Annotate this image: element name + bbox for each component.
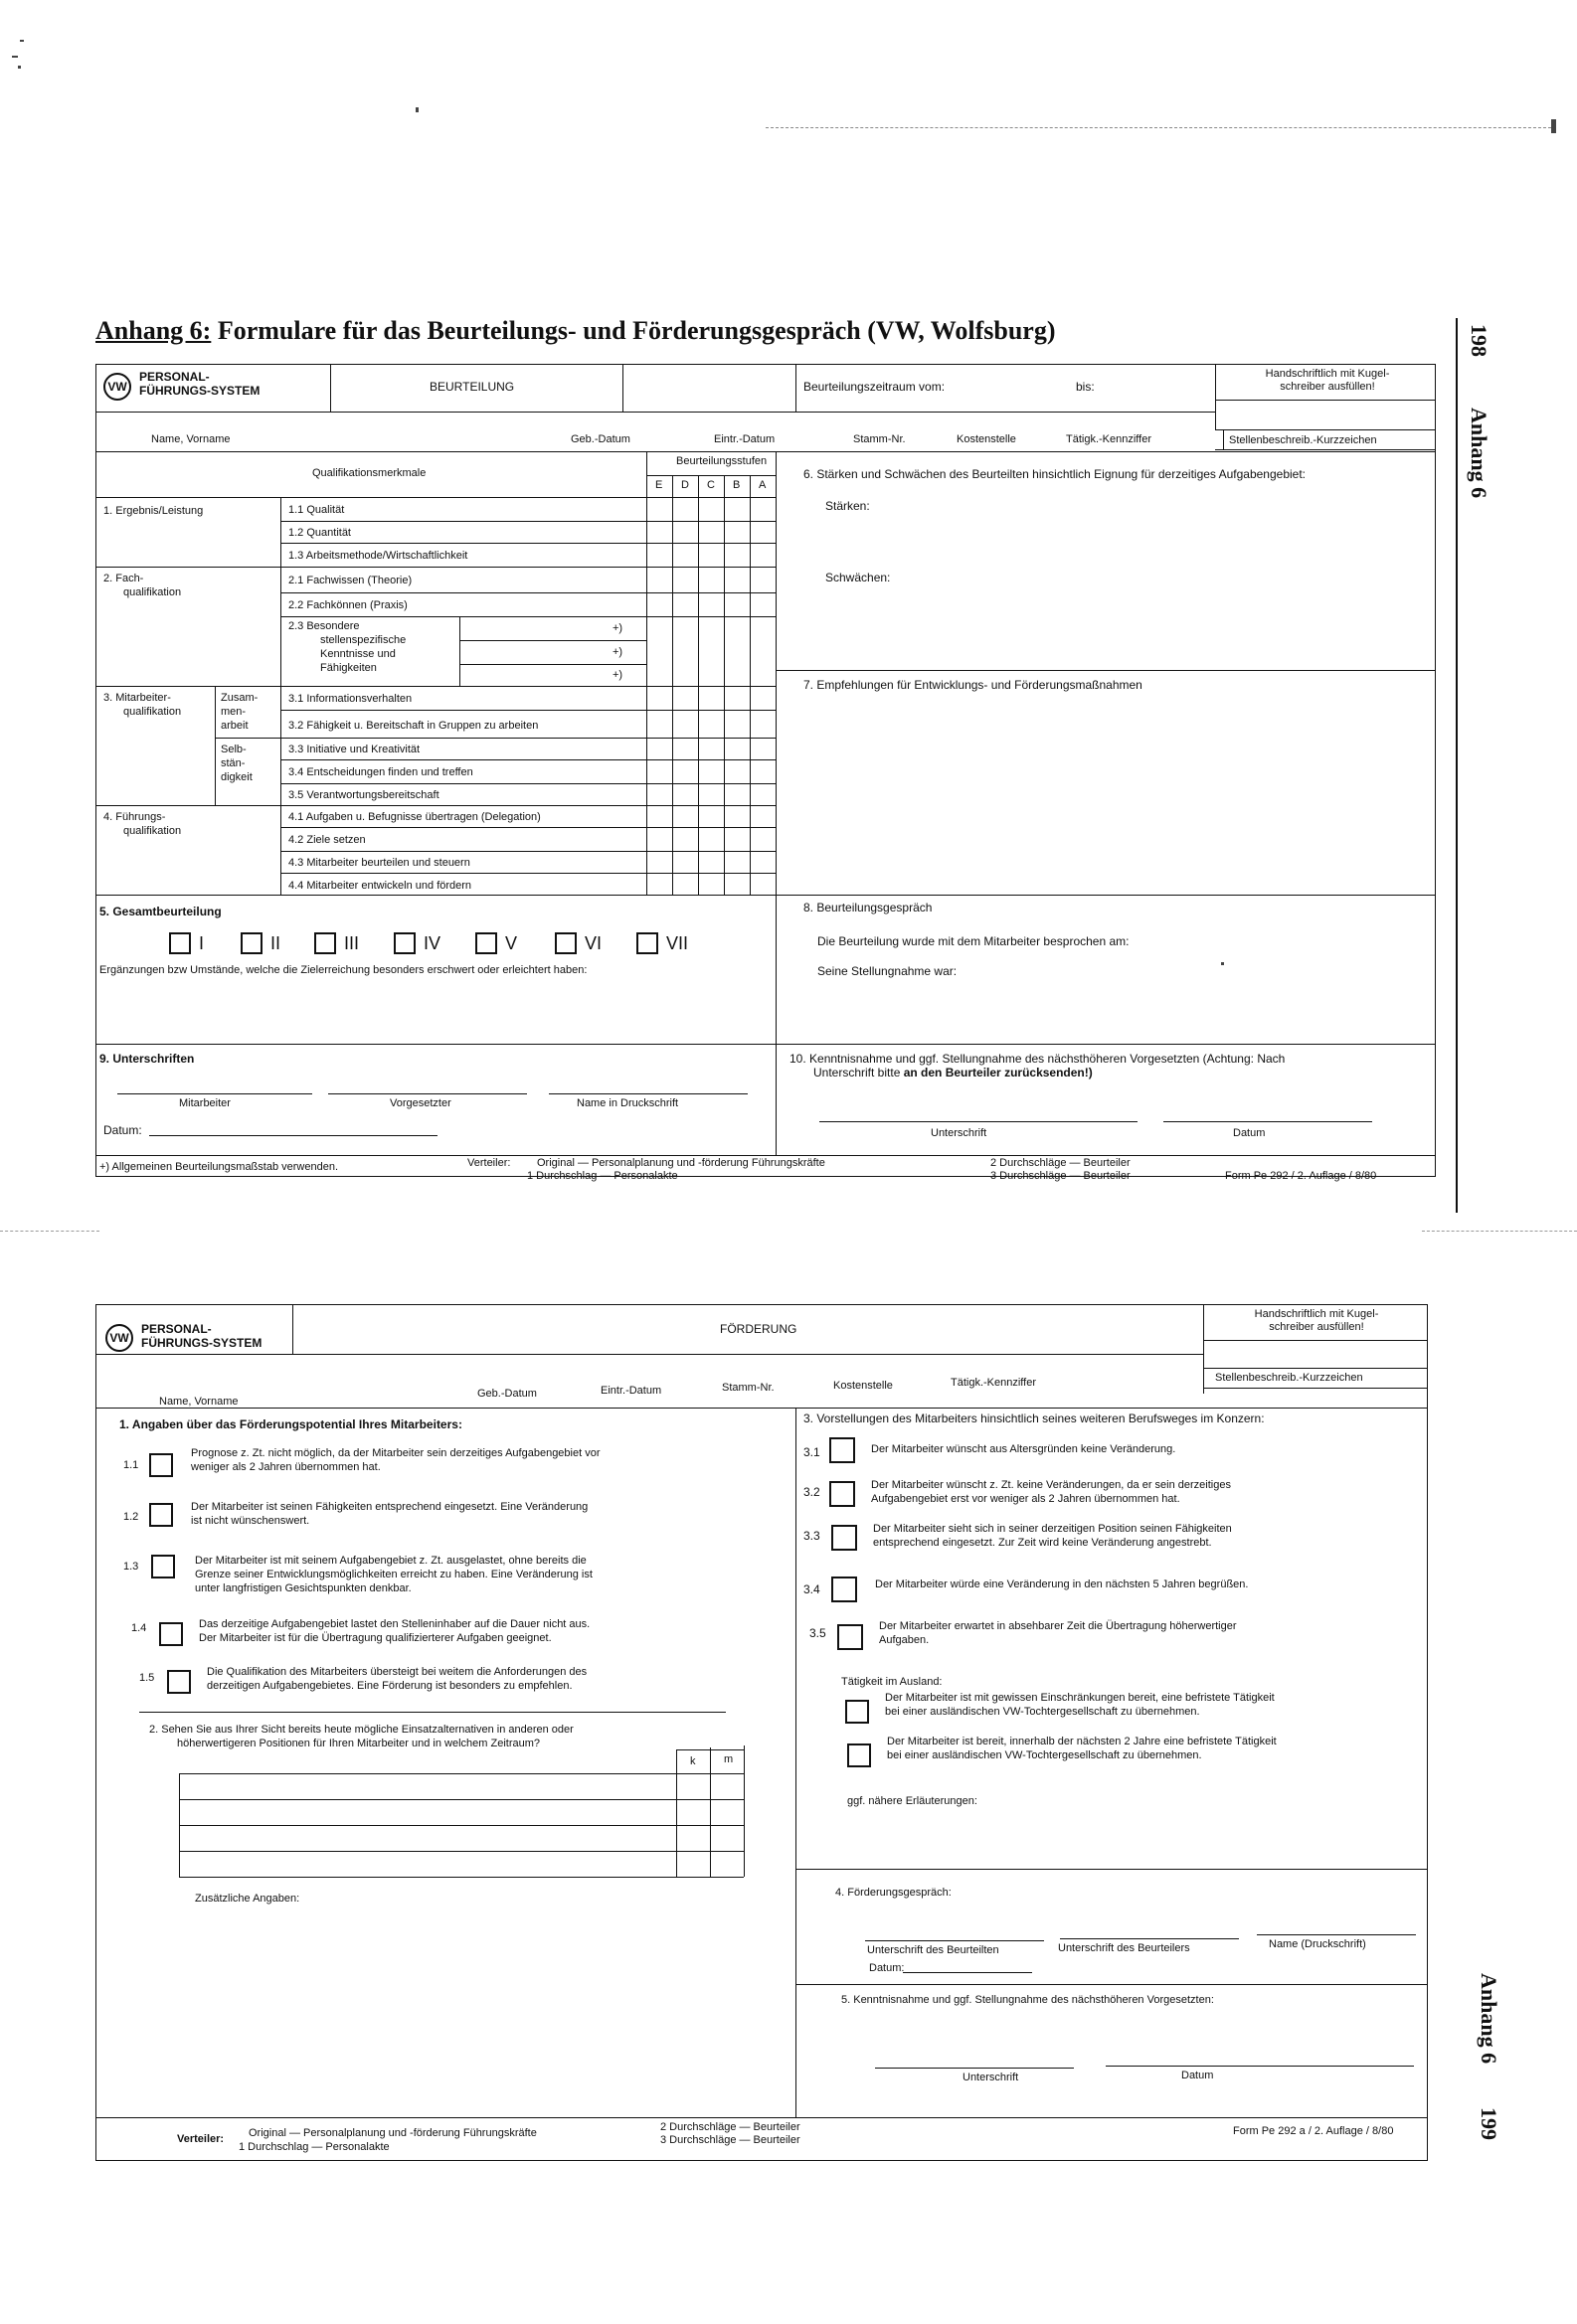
item-2-3-line2: stellenspezifische	[320, 634, 407, 646]
weaknesses-label[interactable]: Schwächen:	[825, 571, 891, 584]
org-name-2-line2: FÜHRUNGS-SYSTEM	[141, 1336, 263, 1350]
distribution-original: Original — Personalplanung und -förderung Führungskräfte	[537, 1157, 825, 1169]
distribution-copy1: 1 Durchschlag — Personalakte	[527, 1170, 678, 1182]
cat-mitarbeiter-2: qualifikation	[123, 706, 182, 718]
strengths-label[interactable]: Stärken:	[825, 499, 870, 513]
v34-checkbox[interactable]	[831, 1577, 857, 1602]
field-2-cost-center[interactable]: Kostenstelle	[833, 1380, 893, 1392]
f2-distribution-label: Verteiler:	[177, 2133, 225, 2145]
sub-selbstaendigkeit-1: Selb-	[221, 744, 247, 755]
f2-distribution-copy1: 1 Durchschlag — Personalakte	[239, 2141, 390, 2153]
sub-zusammenarbeit-3: arbeit	[221, 720, 249, 732]
additional-info-label[interactable]: Zusätzliche Angaben:	[195, 1893, 300, 1905]
item-1-3: 1.3 Arbeitsmethode/Wirtschaftlichkeit	[288, 550, 468, 562]
discussed-on-label[interactable]: Die Beurteilung wurde mit dem Mitarbeiter besprochen am:	[817, 934, 1130, 948]
distribution-copy3: 3 Durchschläge — Beurteiler	[990, 1170, 1131, 1182]
statement-label[interactable]: Seine Stellungnahme war:	[817, 964, 958, 978]
abroad-1-text-1: Der Mitarbeiter ist mit gewissen Einschränkungen bereit, eine befristete Tätigkeit	[885, 1692, 1275, 1704]
abroad-label: Tätigkeit im Ausland:	[841, 1676, 943, 1688]
grade-checkbox-6[interactable]	[555, 932, 577, 954]
sig-beurteilten[interactable]: Unterschrift des Beurteilten	[867, 1944, 999, 1956]
sig-supervisor[interactable]: Vorgesetzter	[390, 1097, 451, 1109]
vw-logo-2: VW	[105, 1324, 133, 1352]
form-title: BEURTEILUNG	[430, 380, 515, 394]
cat-mitarbeiter-1: 3. Mitarbeiter-	[103, 692, 171, 704]
abroad-2-checkbox[interactable]	[847, 1743, 871, 1767]
item-3-3: 3.3 Initiative und Kreativität	[288, 744, 421, 755]
section-6-title: 6. Stärken und Schwächen des Beurteilten hinsichtlich Eignung für derzeitiges Aufgabengebiet:	[803, 467, 1306, 481]
grade-checkbox-2[interactable]	[241, 932, 263, 954]
handwrite-note-line1: Handschriftlich mit Kugel-	[1265, 368, 1390, 380]
p15-num: 1.5	[139, 1672, 155, 1684]
p13-text-2: Grenze seiner Entwicklungsmöglichkeiten erreicht zu haben. Eine Veränderung ist	[195, 1569, 593, 1580]
footnote-plus: +) Allgemeinen Beurteilungsmaßstab verwenden.	[99, 1161, 338, 1173]
period-to-label[interactable]: bis:	[1076, 380, 1095, 394]
p11-checkbox[interactable]	[149, 1453, 173, 1477]
v35-num: 3.5	[809, 1626, 826, 1640]
section-9-title: 9. Unterschriften	[99, 1052, 195, 1066]
item-2-3-line1: 2.3 Besondere	[288, 620, 360, 632]
grade-checkbox-5[interactable]	[475, 932, 497, 954]
cat-fuehrung-2: qualifikation	[123, 825, 182, 837]
f2-section-5-title: 5. Kenntnisnahme und ggf. Stellungnahme des nächsthöheren Vorgesetzten:	[841, 1994, 1214, 2006]
p14-text-2: Der Mitarbeiter ist für die Übertragung qualifizierterer Aufgaben geeignet.	[199, 1632, 552, 1644]
distribution-copy2: 2 Durchschläge — Beurteiler	[990, 1157, 1131, 1169]
section-10-line1: 10. Kenntnisnahme und ggf. Stellungnahme des nächsthöheren Vorgesetzten (Achtung: Nach	[789, 1052, 1286, 1066]
section-8-title: 8. Beurteilungsgespräch	[803, 901, 933, 914]
sub-selbstaendigkeit-3: digkeit	[221, 771, 253, 783]
grade-checkbox-4[interactable]	[394, 932, 416, 954]
field-2-birthdate[interactable]: Geb.-Datum	[477, 1388, 537, 1400]
level-a: A	[759, 479, 767, 491]
page-title-rest: Formulare für das Beurteilungs- und Förderungsgespräch (VW, Wolfsburg)	[217, 316, 1056, 345]
v32-text-1: Der Mitarbeiter wünscht z. Zt. keine Veränderungen, da er sein derzeitiges	[871, 1479, 1231, 1491]
grade-checkbox-3[interactable]	[314, 932, 336, 954]
cat-fach-2: qualifikation	[123, 586, 182, 598]
p14-num: 1.4	[131, 1622, 147, 1634]
item-2-3-line3: Kenntnisse und	[320, 648, 396, 660]
sub-selbstaendigkeit-2: stän-	[221, 757, 246, 769]
f2-distribution-copy3: 3 Durchschläge — Beurteiler	[660, 2134, 800, 2146]
v32-checkbox[interactable]	[829, 1481, 855, 1507]
grade-label-3: III	[344, 933, 360, 953]
p13-text-1: Der Mitarbeiter ist mit seinem Aufgabengebiet z. Zt. ausgelastet, ohne bereits die	[195, 1555, 587, 1567]
page-number-top: 198	[1467, 324, 1491, 357]
v33-text-1: Der Mitarbeiter sieht sich in seiner derzeitigen Position seinen Fähigkeiten	[873, 1523, 1232, 1535]
handwrite-note-2	[1211, 1308, 1422, 1334]
field-activity-code[interactable]: Tätigk.-Kennziffer	[1066, 433, 1152, 445]
sig-name-druck[interactable]: Name (Druckschrift)	[1269, 1938, 1366, 1950]
f2-section-2-line1: 2. Sehen Sie aus Ihrer Sicht bereits heute mögliche Einsatzalternativen in anderen oder	[149, 1724, 574, 1736]
abroad-1-text-2: bei einer ausländischen VW-Tochtergesellschaft zu übernehmen.	[885, 1706, 1200, 1718]
handwrite-note-2-line1: Handschriftlich mit Kugel-	[1254, 1308, 1379, 1320]
page-title-prefix: Anhang 6:	[95, 316, 212, 345]
field-2-name[interactable]: Name, Vorname	[159, 1396, 239, 1408]
v31-num: 3.1	[803, 1445, 820, 1459]
cat-fuehrung-1: 4. Führungs-	[103, 811, 166, 823]
sig-unterschrift[interactable]: Unterschrift	[931, 1127, 987, 1139]
v33-text-2: entsprechend eingesetzt. Zur Zeit wird keine Veränderung angestrebt.	[873, 1537, 1212, 1549]
p13-checkbox[interactable]	[151, 1555, 175, 1578]
section-10-line2	[813, 1066, 1093, 1079]
form-2-title: FÖRDERUNG	[720, 1322, 797, 1336]
sig-datum[interactable]: Datum	[1233, 1127, 1266, 1139]
f2-distribution-copy2: 2 Durchschläge — Beurteiler	[660, 2121, 800, 2133]
p12-text-1: Der Mitarbeiter ist seinen Fähigkeiten entsprechend eingesetzt. Eine Veränderung	[191, 1501, 589, 1513]
field-entry-date[interactable]: Eintr.-Datum	[714, 433, 776, 445]
level-d: D	[681, 479, 689, 491]
item-1-1: 1.1 Qualität	[288, 504, 345, 516]
p14-text-1: Das derzeitige Aufgabengebiet lastet den Stelleninhaber auf die Dauer nicht aus.	[199, 1618, 591, 1630]
p15-checkbox[interactable]	[167, 1670, 191, 1694]
col-k: k	[690, 1755, 696, 1767]
item-2-3-line4: Fähigkeiten	[320, 662, 377, 674]
distribution-label: Verteiler:	[467, 1157, 511, 1169]
cat-fach-1: 2. Fach-	[103, 573, 144, 584]
p14-checkbox[interactable]	[159, 1622, 183, 1646]
v33-num: 3.3	[803, 1529, 820, 1543]
sub-zusammenarbeit-1: Zusam-	[221, 692, 259, 704]
sig-employee[interactable]: Mitarbeiter	[179, 1097, 231, 1109]
item-3-5: 3.5 Verantwortungsbereitschaft	[288, 789, 439, 801]
section-10-line2-a: Unterschrift bitte	[813, 1066, 904, 1079]
item-1-2: 1.2 Quantität	[288, 527, 351, 539]
grade-checkbox-1[interactable]	[169, 932, 191, 954]
field-job-description-code[interactable]: Stellenbeschreib.-Kurzzeichen	[1229, 434, 1377, 446]
field-staff-number[interactable]: Stamm-Nr.	[853, 433, 906, 445]
p11-text-2: weniger als 2 Jahren übernommen hat.	[191, 1461, 381, 1473]
level-c: C	[707, 479, 715, 491]
f2-section-4-title: 4. Förderungsgespräch:	[835, 1887, 952, 1899]
v35-text-2: Aufgaben.	[879, 1634, 930, 1646]
field-cost-center[interactable]: Kostenstelle	[957, 433, 1016, 445]
level-b: B	[733, 479, 741, 491]
item-3-1: 3.1 Informationsverhalten	[288, 693, 413, 705]
grade-label-4: IV	[424, 933, 441, 953]
f2-date-label[interactable]: Datum:	[869, 1962, 905, 1974]
abroad-2-text-1: Der Mitarbeiter ist bereit, innerhalb der nächsten 2 Jahre eine befristete Tätigkeit	[887, 1736, 1277, 1747]
v31-text: Der Mitarbeiter wünscht aus Altersgründen keine Veränderung.	[871, 1443, 1176, 1455]
v34-text: Der Mitarbeiter würde eine Veränderung in den nächsten 5 Jahren begrüßen.	[875, 1578, 1249, 1590]
sub-zusammenarbeit-2: men-	[221, 706, 247, 718]
field-birthdate[interactable]: Geb.-Datum	[571, 433, 630, 445]
v34-num: 3.4	[803, 1582, 820, 1596]
grade-checkbox-7[interactable]	[636, 932, 658, 954]
period-from-label[interactable]: Beurteilungszeitraum vom:	[803, 380, 946, 394]
abroad-1-checkbox[interactable]	[845, 1700, 869, 1724]
p15-text-1: Die Qualifikation des Mitarbeiters übersteigt bei weitem die Anforderungen des	[207, 1666, 588, 1678]
v31-checkbox[interactable]	[829, 1437, 855, 1463]
p12-num: 1.2	[123, 1511, 139, 1523]
v32-num: 3.2	[803, 1485, 820, 1499]
v35-text-1: Der Mitarbeiter erwartet in absehbarer Zeit die Übertragung höherwertiger	[879, 1620, 1237, 1632]
sig-name-print[interactable]: Name in Druckschrift	[577, 1097, 679, 1109]
f2-form-number: Form Pe 292 a / 2. Auflage / 8/80	[1233, 2125, 1394, 2137]
grade-label-7: VII	[666, 933, 689, 953]
field-2-activity-code[interactable]: Tätigk.-Kennziffer	[951, 1377, 1037, 1389]
p11-text-1: Prognose z. Zt. nicht möglich, da der Mitarbeiter sein derzeitiges Aufgabengebiet vor	[191, 1447, 601, 1459]
p12-text-2: ist nicht wünschenswert.	[191, 1515, 310, 1527]
item-4-1: 4.1 Aufgaben u. Befugnisse übertragen (Delegation)	[288, 811, 541, 823]
explanations-label[interactable]: ggf. nähere Erläuterungen:	[847, 1795, 977, 1807]
org-name-line1: PERSONAL-	[139, 370, 210, 384]
field-2-job-description-code[interactable]: Stellenbeschreib.-Kurzzeichen	[1215, 1372, 1363, 1384]
section-10-line2-b: an den Beurteiler zurücksenden!)	[903, 1066, 1093, 1079]
col-m: m	[724, 1753, 734, 1765]
item-4-2: 4.2 Ziele setzen	[288, 834, 366, 846]
item-3-2: 3.2 Fähigkeit u. Bereitschaft in Gruppen zu arbeiten	[288, 720, 539, 732]
level-e: E	[655, 479, 663, 491]
f2-section-2-line2: höherwertigeren Positionen für Ihren Mitarbeiter und in welchem Zeitraum?	[177, 1738, 541, 1749]
section-7-title[interactable]: 7. Empfehlungen für Entwicklungs- und Förderungsmaßnahmen	[803, 678, 1142, 692]
item-3-4: 3.4 Entscheidungen finden und treffen	[288, 766, 473, 778]
page-title	[95, 316, 1056, 346]
handwrite-note-line2: schreiber ausfüllen!	[1280, 381, 1375, 393]
handwrite-note	[1225, 368, 1430, 394]
f2-sig-unterschrift[interactable]: Unterschrift	[963, 2072, 1019, 2083]
item-2-3-plus-2: +)	[613, 646, 623, 658]
f2-distribution-original: Original — Personalplanung und -förderung Führungskräfte	[249, 2127, 537, 2139]
handwrite-note-2-line2: schreiber ausfüllen!	[1269, 1321, 1364, 1333]
p15-text-2: derzeitigen Aufgabengebietes. Eine Förderung ist besonders zu empfehlen.	[207, 1680, 573, 1692]
qual-header: Qualifikationsmerkmale	[312, 467, 427, 479]
field-name[interactable]: Name, Vorname	[151, 433, 231, 445]
item-4-4: 4.4 Mitarbeiter entwickeln und fördern	[288, 880, 472, 892]
p11-num: 1.1	[123, 1459, 139, 1471]
p13-text-3: unter langfristigen Gesichtspunkten denkbar.	[195, 1582, 412, 1594]
p12-checkbox[interactable]	[149, 1503, 173, 1527]
abroad-2-text-2: bei einer ausländischen VW-Tochtergesellschaft zu übernehmen.	[887, 1749, 1202, 1761]
side-label-top: Anhang 6	[1467, 408, 1491, 499]
vw-logo: VW	[103, 373, 131, 401]
item-4-3: 4.3 Mitarbeiter beurteilen und steuern	[288, 857, 470, 869]
f2-sig-datum[interactable]: Datum	[1181, 2070, 1214, 2081]
date-label[interactable]: Datum:	[103, 1123, 142, 1137]
f2-section-1-title: 1. Angaben über das Förderungspotential Ihres Mitarbeiters:	[119, 1417, 462, 1431]
grade-label-1: I	[199, 933, 205, 953]
section-5-title: 5. Gesamtbeurteilung	[99, 905, 222, 918]
sig-beurteilers[interactable]: Unterschrift des Beurteilers	[1058, 1942, 1190, 1954]
item-2-3-plus-1: +)	[613, 622, 623, 634]
cat-ergebnis: 1. Ergebnis/Leistung	[103, 505, 204, 517]
v35-checkbox[interactable]	[837, 1624, 863, 1650]
item-2-3-plus-3: +)	[613, 669, 623, 681]
p13-num: 1.3	[123, 1561, 139, 1573]
form-number: Form Pe 292 / 2. Auflage / 8/80	[1225, 1170, 1377, 1182]
grade-label-2: II	[270, 933, 281, 953]
field-2-entry-date[interactable]: Eintr.-Datum	[601, 1385, 662, 1397]
levels-header: Beurteilungsstufen	[676, 455, 768, 467]
v32-text-2: Aufgabengebiet erst vor weniger als 2 Jahren übernommen hat.	[871, 1493, 1180, 1505]
org-name-2-line1: PERSONAL-	[141, 1322, 212, 1336]
org-name-line2: FÜHRUNGS-SYSTEM	[139, 384, 261, 398]
v33-checkbox[interactable]	[831, 1525, 857, 1551]
side-label-bottom: Anhang 6	[1477, 1973, 1501, 2065]
grade-label-6: VI	[585, 933, 603, 953]
page-number-bottom: 199	[1477, 2107, 1501, 2140]
item-2-1: 2.1 Fachwissen (Theorie)	[288, 575, 413, 586]
circumstances-label[interactable]: Ergänzungen bzw Umstände, welche die Zielerreichung besonders erschwert oder erleichtert haben:	[99, 964, 588, 976]
item-2-2: 2.2 Fachkönnen (Praxis)	[288, 599, 408, 611]
field-2-staff-number[interactable]: Stamm-Nr.	[722, 1382, 775, 1394]
grade-label-5: V	[505, 933, 518, 953]
f2-section-3-title: 3. Vorstellungen des Mitarbeiters hinsichtlich seines weiteren Berufsweges im Konzern:	[803, 1411, 1265, 1425]
